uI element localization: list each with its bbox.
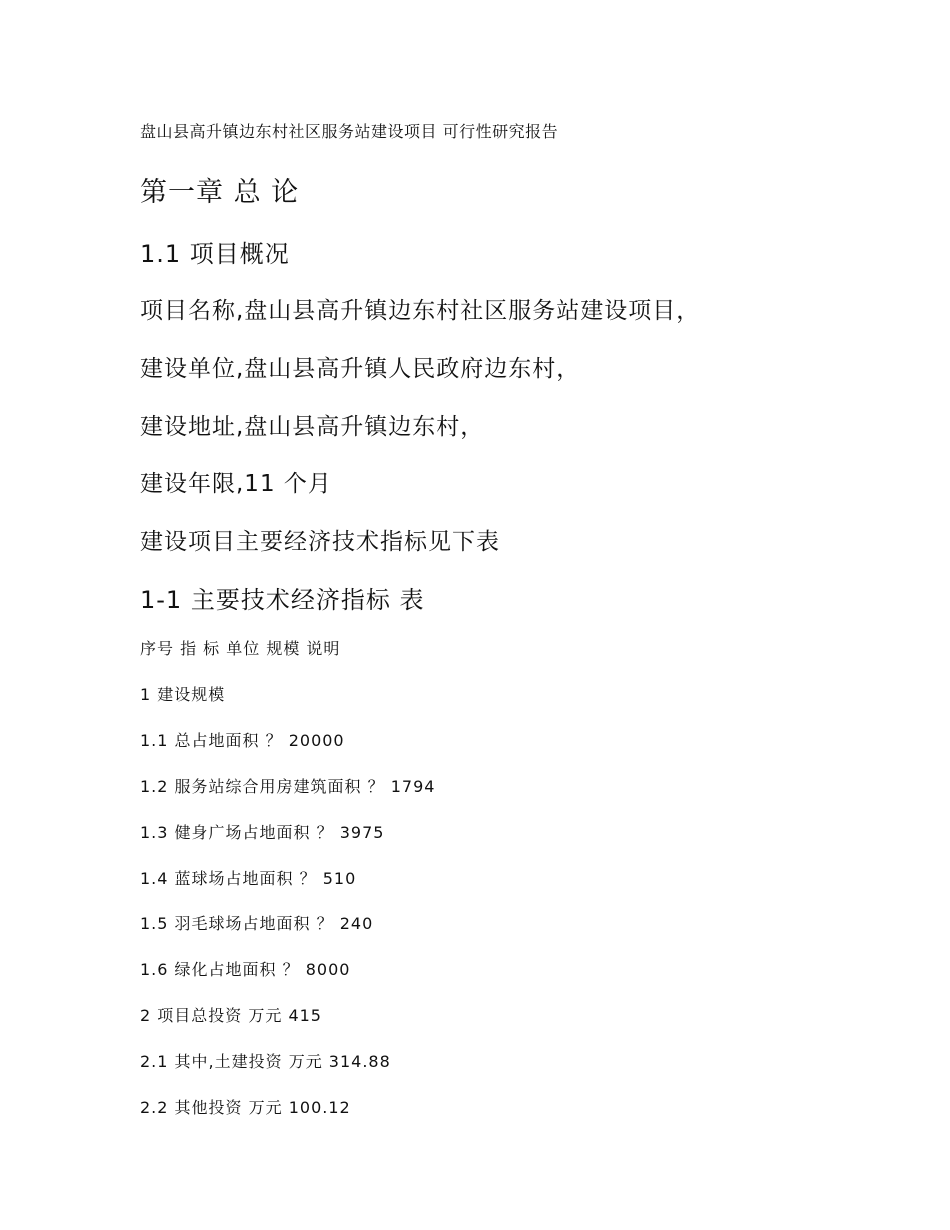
table-row: 1.1 总占地面积 ？ 20000	[140, 731, 345, 750]
table-row: 2.1 其中,土建投资 万元 314.88	[140, 1052, 391, 1071]
table-row: 1.5 羽毛球场占地面积 ？ 240	[140, 914, 374, 933]
running-header: 盘山县高升镇边东村社区服务站建设项目 可行性研究报告	[140, 122, 559, 141]
table-row: 1 建设规模	[140, 685, 226, 704]
project-name-line: 项目名称,盘山县高升镇边东村社区服务站建设项目，	[140, 298, 701, 324]
table-row: 1.3 健身广场占地面积 ？ 3975	[140, 823, 385, 842]
table-row: 1.2 服务站综合用房建筑面积 ？ 1794	[140, 777, 436, 796]
builder-line: 建设单位,盘山县高升镇人民政府边东村，	[140, 356, 581, 382]
table-title: 1-1 主要技术经济指标 表	[140, 586, 425, 614]
indicator-intro-line: 建设项目主要经济技术指标见下表	[140, 529, 500, 555]
table-row: 1.4 蓝球场占地面积 ？ 510	[140, 869, 357, 888]
table-row: 2.2 其他投资 万元 100.12	[140, 1098, 351, 1117]
table-row: 1.6 绿化占地面积 ？ 8000	[140, 960, 351, 979]
section-title: 1.1 项目概况	[140, 240, 290, 268]
table-row: 2 项目总投资 万元 415	[140, 1006, 322, 1025]
address-line: 建设地址,盘山县高升镇边东村，	[140, 414, 485, 440]
table-header: 序号 指 标 单位 规模 说明	[140, 639, 341, 658]
chapter-title: 第一章 总 论	[140, 177, 300, 208]
duration-line: 建设年限,11 个月	[140, 471, 332, 497]
